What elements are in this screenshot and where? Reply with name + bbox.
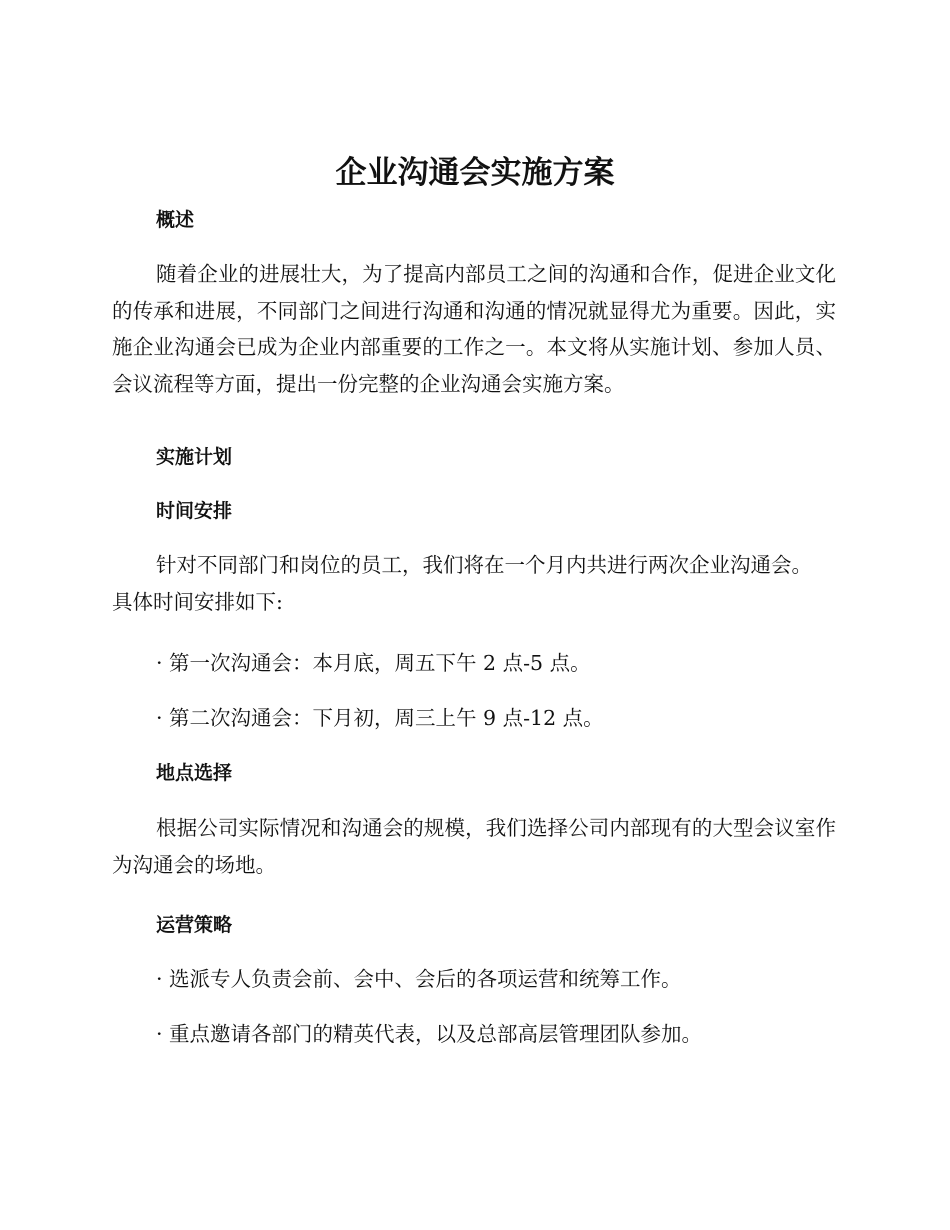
schedule-list-item: · 第二次沟通会：下月初，周三上午 9 点-12 点。 xyxy=(156,706,604,730)
venue-paragraph: 根据公司实际情况和沟通会的规模，我们选择公司内部现有的大型会议室作为沟通会的场地。 xyxy=(112,816,836,877)
overview-paragraph: 随着企业的进展壮大，为了提高内部员工之间的沟通和合作，促进企业文化的传承和进展，不同部门之间进行沟通和沟通的情况就显得尤为重要。因此，实施企业沟通会已成为企业内部重要的工作之一。本文将从实施计划、参加人员、会议流程等方面，提出一份完整的企业沟通会实施方案。 xyxy=(112,262,836,396)
subsection-heading-operations: 运营策略 xyxy=(156,914,233,936)
operations-list-item: · 重点邀请各部门的精英代表，以及总部高层管理团队参加。 xyxy=(156,1022,703,1046)
document-title: 企业沟通会实施方案 xyxy=(335,155,615,191)
subsection-heading-venue: 地点选择 xyxy=(156,762,233,784)
schedule-list-item: · 第一次沟通会：本月底，周五下午 2 点-5 点。 xyxy=(156,651,591,675)
operations-list-item: · 选派专人负责会前、会中、会后的各项运营和统筹工作。 xyxy=(156,967,682,991)
section-heading-overview: 概述 xyxy=(156,209,195,231)
subsection-heading-schedule: 时间安排 xyxy=(156,500,233,522)
section-heading-plan: 实施计划 xyxy=(156,446,233,468)
schedule-paragraph: 针对不同部门和岗位的员工，我们将在一个月内共进行两次企业沟通会。具体时间安排如下: xyxy=(112,553,812,614)
